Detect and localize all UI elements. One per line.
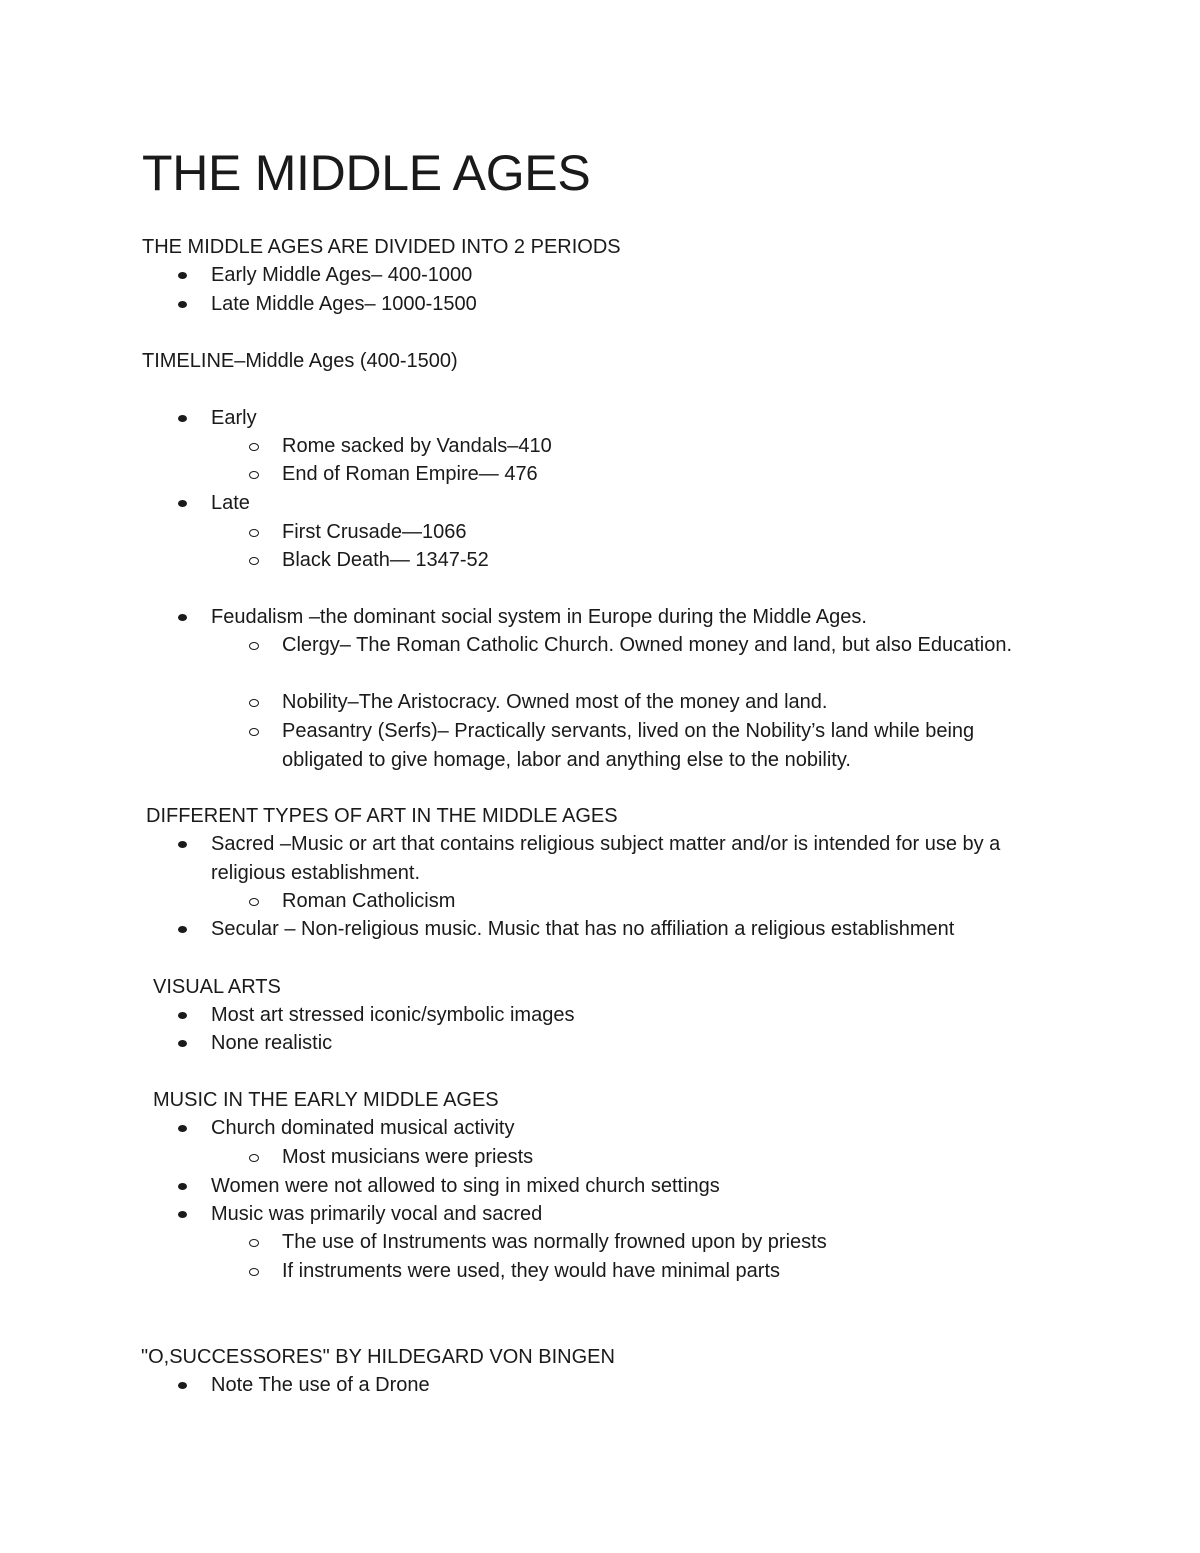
bullet-dot-icon — [178, 1183, 187, 1190]
list-item: Music was primarily vocal and sacred — [211, 1200, 1061, 1229]
bullet-circle-icon — [249, 471, 259, 479]
bullet-dot-icon — [178, 415, 187, 422]
list-item: Most art stressed iconic/symbolic images — [211, 1001, 1061, 1030]
list-item: Church dominated musical activity — [211, 1114, 1061, 1143]
music-early-heading: MUSIC IN THE EARLY MIDDLE AGES — [153, 1089, 499, 1111]
bullet-dot-icon — [178, 1040, 187, 1047]
list-item: Late Middle Ages– 1000-1500 — [211, 290, 1061, 319]
bullet-dot-icon — [178, 301, 187, 308]
bullet-circle-icon — [249, 1154, 259, 1162]
bullet-circle-icon — [249, 642, 259, 650]
list-subitem: Nobility–The Aristocracy. Owned most of the money and land. — [282, 688, 1042, 717]
list-subitem: Roman Catholicism — [282, 887, 1042, 916]
bullet-dot-icon — [178, 500, 187, 507]
list-subitem: Most musicians were priests — [282, 1143, 1042, 1172]
list-item: Early Middle Ages– 400-1000 — [211, 261, 1061, 290]
list-item: Feudalism –the dominant social system in Europe during the Middle Ages. — [211, 603, 1061, 632]
art-types-heading: DIFFERENT TYPES OF ART IN THE MIDDLE AGES — [146, 805, 618, 827]
bullet-dot-icon — [178, 614, 187, 621]
list-subitem: First Crusade—1066 — [282, 518, 1042, 547]
bullet-dot-icon — [178, 841, 187, 848]
list-item: Note The use of a Drone — [211, 1371, 1061, 1400]
periods-heading: THE MIDDLE AGES ARE DIVIDED INTO 2 PERIODS — [142, 236, 621, 258]
bullet-circle-icon — [249, 898, 259, 906]
list-item: Late — [211, 489, 1061, 518]
list-item: None realistic — [211, 1029, 1061, 1058]
list-subitem: The use of Instruments was normally frowned upon by priests — [282, 1228, 1042, 1257]
list-item: Sacred –Music or art that contains religious subject matter and/or is intended for use by a religious establishment. — [211, 830, 1061, 887]
list-item: Secular – Non-religious music. Music that has no affiliation a religious establishment — [211, 915, 1061, 944]
bullet-dot-icon — [178, 272, 187, 279]
bullet-circle-icon — [249, 728, 259, 736]
successores-heading: "O,SUCCESSORES" BY HILDEGARD VON BINGEN — [141, 1346, 615, 1368]
bullet-dot-icon — [178, 926, 187, 933]
list-subitem: Peasantry (Serfs)– Practically servants, lived on the Nobility’s land while being obligated to give homage, labor and anything else to the nobility. — [282, 717, 1042, 774]
list-subitem: Clergy– The Roman Catholic Church. Owned money and land, but also Education. — [282, 631, 1042, 660]
list-subitem: If instruments were used, they would have minimal parts — [282, 1257, 1042, 1286]
list-subitem: End of Roman Empire— 476 — [282, 460, 1042, 489]
list-item: Early — [211, 404, 1061, 433]
bullet-circle-icon — [249, 1268, 259, 1276]
timeline-heading: TIMELINE–Middle Ages (400-1500) — [142, 350, 458, 372]
document-title: THE MIDDLE AGES — [142, 145, 591, 201]
bullet-dot-icon — [178, 1211, 187, 1218]
bullet-circle-icon — [249, 699, 259, 707]
bullet-circle-icon — [249, 529, 259, 537]
bullet-circle-icon — [249, 557, 259, 565]
list-item: Women were not allowed to sing in mixed church settings — [211, 1172, 1061, 1201]
bullet-circle-icon — [249, 443, 259, 451]
list-subitem: Rome sacked by Vandals–410 — [282, 432, 1042, 461]
bullet-dot-icon — [178, 1125, 187, 1132]
bullet-dot-icon — [178, 1382, 187, 1389]
bullet-dot-icon — [178, 1012, 187, 1019]
visual-arts-heading: VISUAL ARTS — [153, 976, 281, 998]
list-subitem: Black Death— 1347-52 — [282, 546, 1042, 575]
bullet-circle-icon — [249, 1239, 259, 1247]
